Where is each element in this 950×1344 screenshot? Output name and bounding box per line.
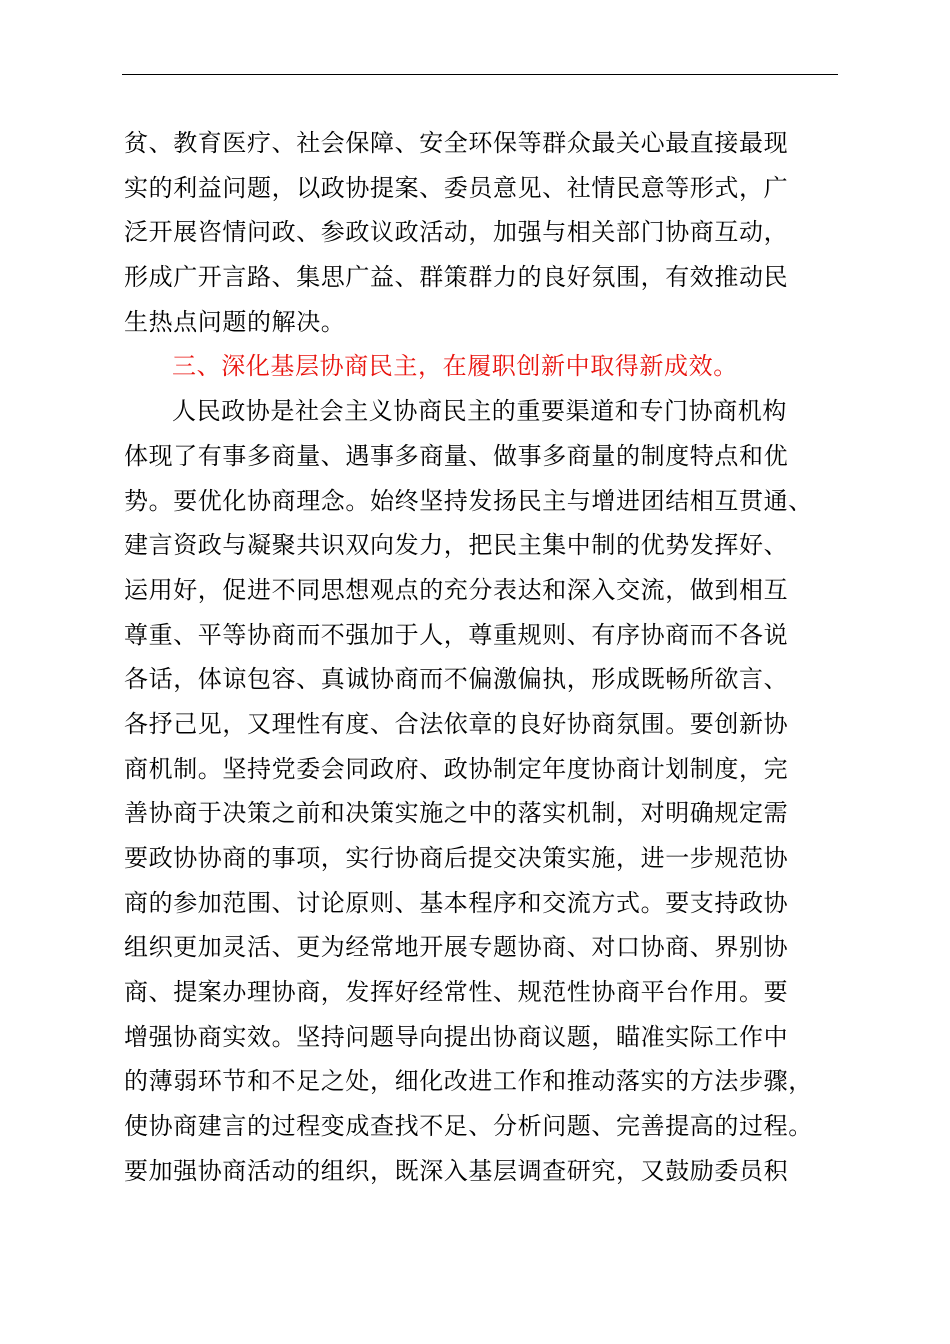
text-line: 要加强协商活动的组织，既深入基层调查研究，又鼓励委员积 — [124, 1156, 789, 1185]
text-line: 实的利益问题，以政协提案、委员意见、社情民意等形式，广 — [124, 173, 789, 202]
text-line: 运用好，促进不同思想观点的充分表达和深入交流，做到相互 — [124, 575, 789, 604]
text-line: 各抒己见，又理性有度、合法依章的良好协商氛围。要创新协 — [124, 709, 789, 738]
text-line: 尊重、平等协商而不强加于人，尊重规则、有序协商而不各说 — [124, 620, 789, 649]
text-line: 各话，体谅包容、真诚协商而不偏激偏执，形成既畅所欲言、 — [124, 665, 789, 694]
text-line: 势。要优化协商理念。始终坚持发扬民主与增进团结相互贯通、 — [124, 486, 813, 515]
text-line: 善协商于决策之前和决策实施之中的落实机制，对明确规定需 — [124, 799, 789, 828]
text-line: 建言资政与凝聚共识双向发力，把民主集中制的优势发挥好、 — [124, 531, 789, 560]
text-line: 人民政协是社会主义协商民主的重要渠道和专门协商机构 — [172, 397, 787, 426]
text-line: 要政协协商的事项，实行协商后提交决策实施，进一步规范协 — [124, 844, 789, 872]
text-line: 组织更加灵活、更为经常地开展专题协商、对口协商、界别协 — [124, 933, 789, 962]
text-line: 商的参加范围、讨论原则、基本程序和交流方式。要支持政协 — [124, 888, 789, 917]
text-line: 增强协商实效。坚持问题导向提出协商议题，瞄准实际工作中 — [124, 1022, 789, 1051]
text-line: 商、提案办理协商，发挥好经常性、规范性协商平台作用。要 — [124, 978, 789, 1007]
document-body — [124, 121, 864, 1194]
paragraph-2 — [124, 389, 864, 1193]
header-rule — [122, 74, 838, 75]
paragraph-1 — [124, 121, 864, 344]
text-line: 使协商建言的过程变成查找不足、分析问题、完善提高的过程。 — [124, 1112, 813, 1141]
text-line: 生热点问题的解决。 — [124, 307, 346, 336]
text-line: 贫、教育医疗、社会保障、安全环保等群众最关心最直接最现 — [124, 129, 789, 157]
text-line: 形成广开言路、集思广益、群策群力的良好氛围，有效推动民 — [124, 263, 789, 292]
section-heading: 三、深化基层协商民主，在履职创新中取得新成效。 — [172, 352, 738, 381]
text-line: 泛开展咨情问政、参政议政活动，加强与相关部门协商互动， — [124, 218, 789, 247]
text-line: 商机制。坚持党委会同政府、政协制定年度协商计划制度，完 — [124, 754, 789, 783]
text-line: 体现了有事多商量、遇事多商量、做事多商量的制度特点和优 — [124, 441, 789, 470]
text-line: 的薄弱环节和不足之处，细化改进工作和推动落实的方法步骤， — [124, 1067, 813, 1096]
